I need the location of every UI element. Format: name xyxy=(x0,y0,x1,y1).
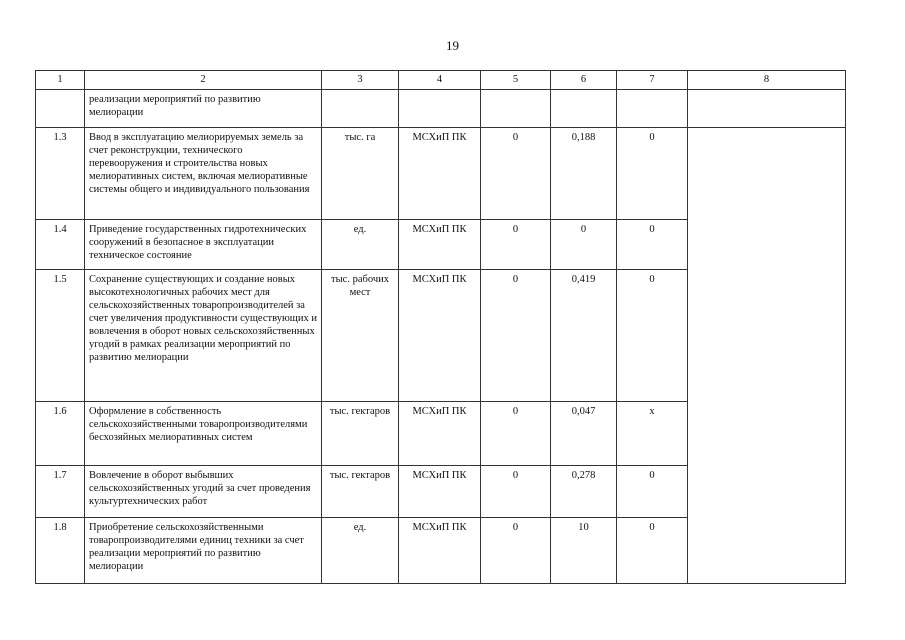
row-unit: ед. xyxy=(322,220,399,270)
row-value-7: х xyxy=(617,402,688,466)
row-organization: МСХиП ПК xyxy=(399,220,481,270)
row-value-6: 0 xyxy=(551,220,617,270)
row-description: Вовлечение в оборот выбывших сельскохозяйственных угодий за счет проведения культуртехнических работ xyxy=(85,466,322,518)
column-header-7: 7 xyxy=(617,71,688,90)
row-description: Приведение государственных гидротехнических сооружений в безопасное в эксплуатации техническое состояние xyxy=(85,220,322,270)
row-organization xyxy=(399,90,481,128)
row-number xyxy=(36,90,85,128)
page-number: 19 xyxy=(446,38,459,53)
row-organization: МСХиП ПК xyxy=(399,518,481,584)
row-value-6: 0,047 xyxy=(551,402,617,466)
row-value-5: 0 xyxy=(481,466,551,518)
column-header-3: 3 xyxy=(322,71,399,90)
row-value-5: 0 xyxy=(481,402,551,466)
indicators-table xyxy=(35,70,846,584)
row-number: 1.7 xyxy=(36,466,85,518)
row-organization: МСХиП ПК xyxy=(399,270,481,402)
row-unit: ед. xyxy=(322,518,399,584)
row-number: 1.3 xyxy=(36,128,85,220)
column-header-4: 4 xyxy=(399,71,481,90)
row-value-6: 0,278 xyxy=(551,466,617,518)
row-number: 1.8 xyxy=(36,518,85,584)
row-description: Сохранение существующих и создание новых высокотехнологичных рабочих мест для сельскохозяйственных товаропроизводителей за счет увеличения продуктивности существующих и вовлечения в оборот новых сельскохозяйственных угодий в рамках реализации мероприятий по развитию мелиорации xyxy=(85,270,322,402)
header-row xyxy=(36,71,846,90)
row-value-6: 0,188 xyxy=(551,128,617,220)
row-value-5: 0 xyxy=(481,270,551,402)
row-value-7: 0 xyxy=(617,220,688,270)
column-header-2: 2 xyxy=(85,71,322,90)
table-row xyxy=(36,90,846,128)
column-header-8: 8 xyxy=(688,71,846,90)
row-number: 1.6 xyxy=(36,402,85,466)
row-number: 1.4 xyxy=(36,220,85,270)
row-value-7: 0 xyxy=(617,128,688,220)
row-value-7: 0 xyxy=(617,518,688,584)
row-description: Ввод в эксплуатацию мелиорируемых земель за счет реконструкции, технического перевооружения и строительства новых мелиоративных систем, включая мелиоративные системы общего и индивидуального пользования xyxy=(85,128,322,220)
row-number: 1.5 xyxy=(36,270,85,402)
row-description: Приобретение сельскохозяйственными товаропроизводителями единиц техники за счет реализации мероприятий по развитию мелиорации xyxy=(85,518,322,584)
row-unit: тыс. гектаров xyxy=(322,402,399,466)
row-value-5: 0 xyxy=(481,128,551,220)
row-value-6: 10 xyxy=(551,518,617,584)
row-value-8 xyxy=(688,90,846,128)
row-unit: тыс. гектаров xyxy=(322,466,399,518)
column-8-merged-cell xyxy=(688,128,846,584)
row-value-5: 0 xyxy=(481,518,551,584)
row-value-7: 0 xyxy=(617,270,688,402)
row-unit: тыс. рабочих мест xyxy=(322,270,399,402)
row-value-5: 0 xyxy=(481,220,551,270)
row-organization: МСХиП ПК xyxy=(399,128,481,220)
column-header-6: 6 xyxy=(551,71,617,90)
table-row xyxy=(36,128,846,220)
row-value-7 xyxy=(617,90,688,128)
row-value-7: 0 xyxy=(617,466,688,518)
column-header-1: 1 xyxy=(36,71,85,90)
row-description: реализации мероприятий по развитию мелиорации xyxy=(85,90,322,128)
row-organization: МСХиП ПК xyxy=(399,466,481,518)
row-unit xyxy=(322,90,399,128)
row-unit: тыс. га xyxy=(322,128,399,220)
row-value-6: 0,419 xyxy=(551,270,617,402)
row-value-5 xyxy=(481,90,551,128)
column-header-5: 5 xyxy=(481,71,551,90)
row-organization: МСХиП ПК xyxy=(399,402,481,466)
row-description: Оформление в собственность сельскохозяйственными товаропроизводителями бесхозяйных мелиоративных систем xyxy=(85,402,322,466)
row-value-6 xyxy=(551,90,617,128)
